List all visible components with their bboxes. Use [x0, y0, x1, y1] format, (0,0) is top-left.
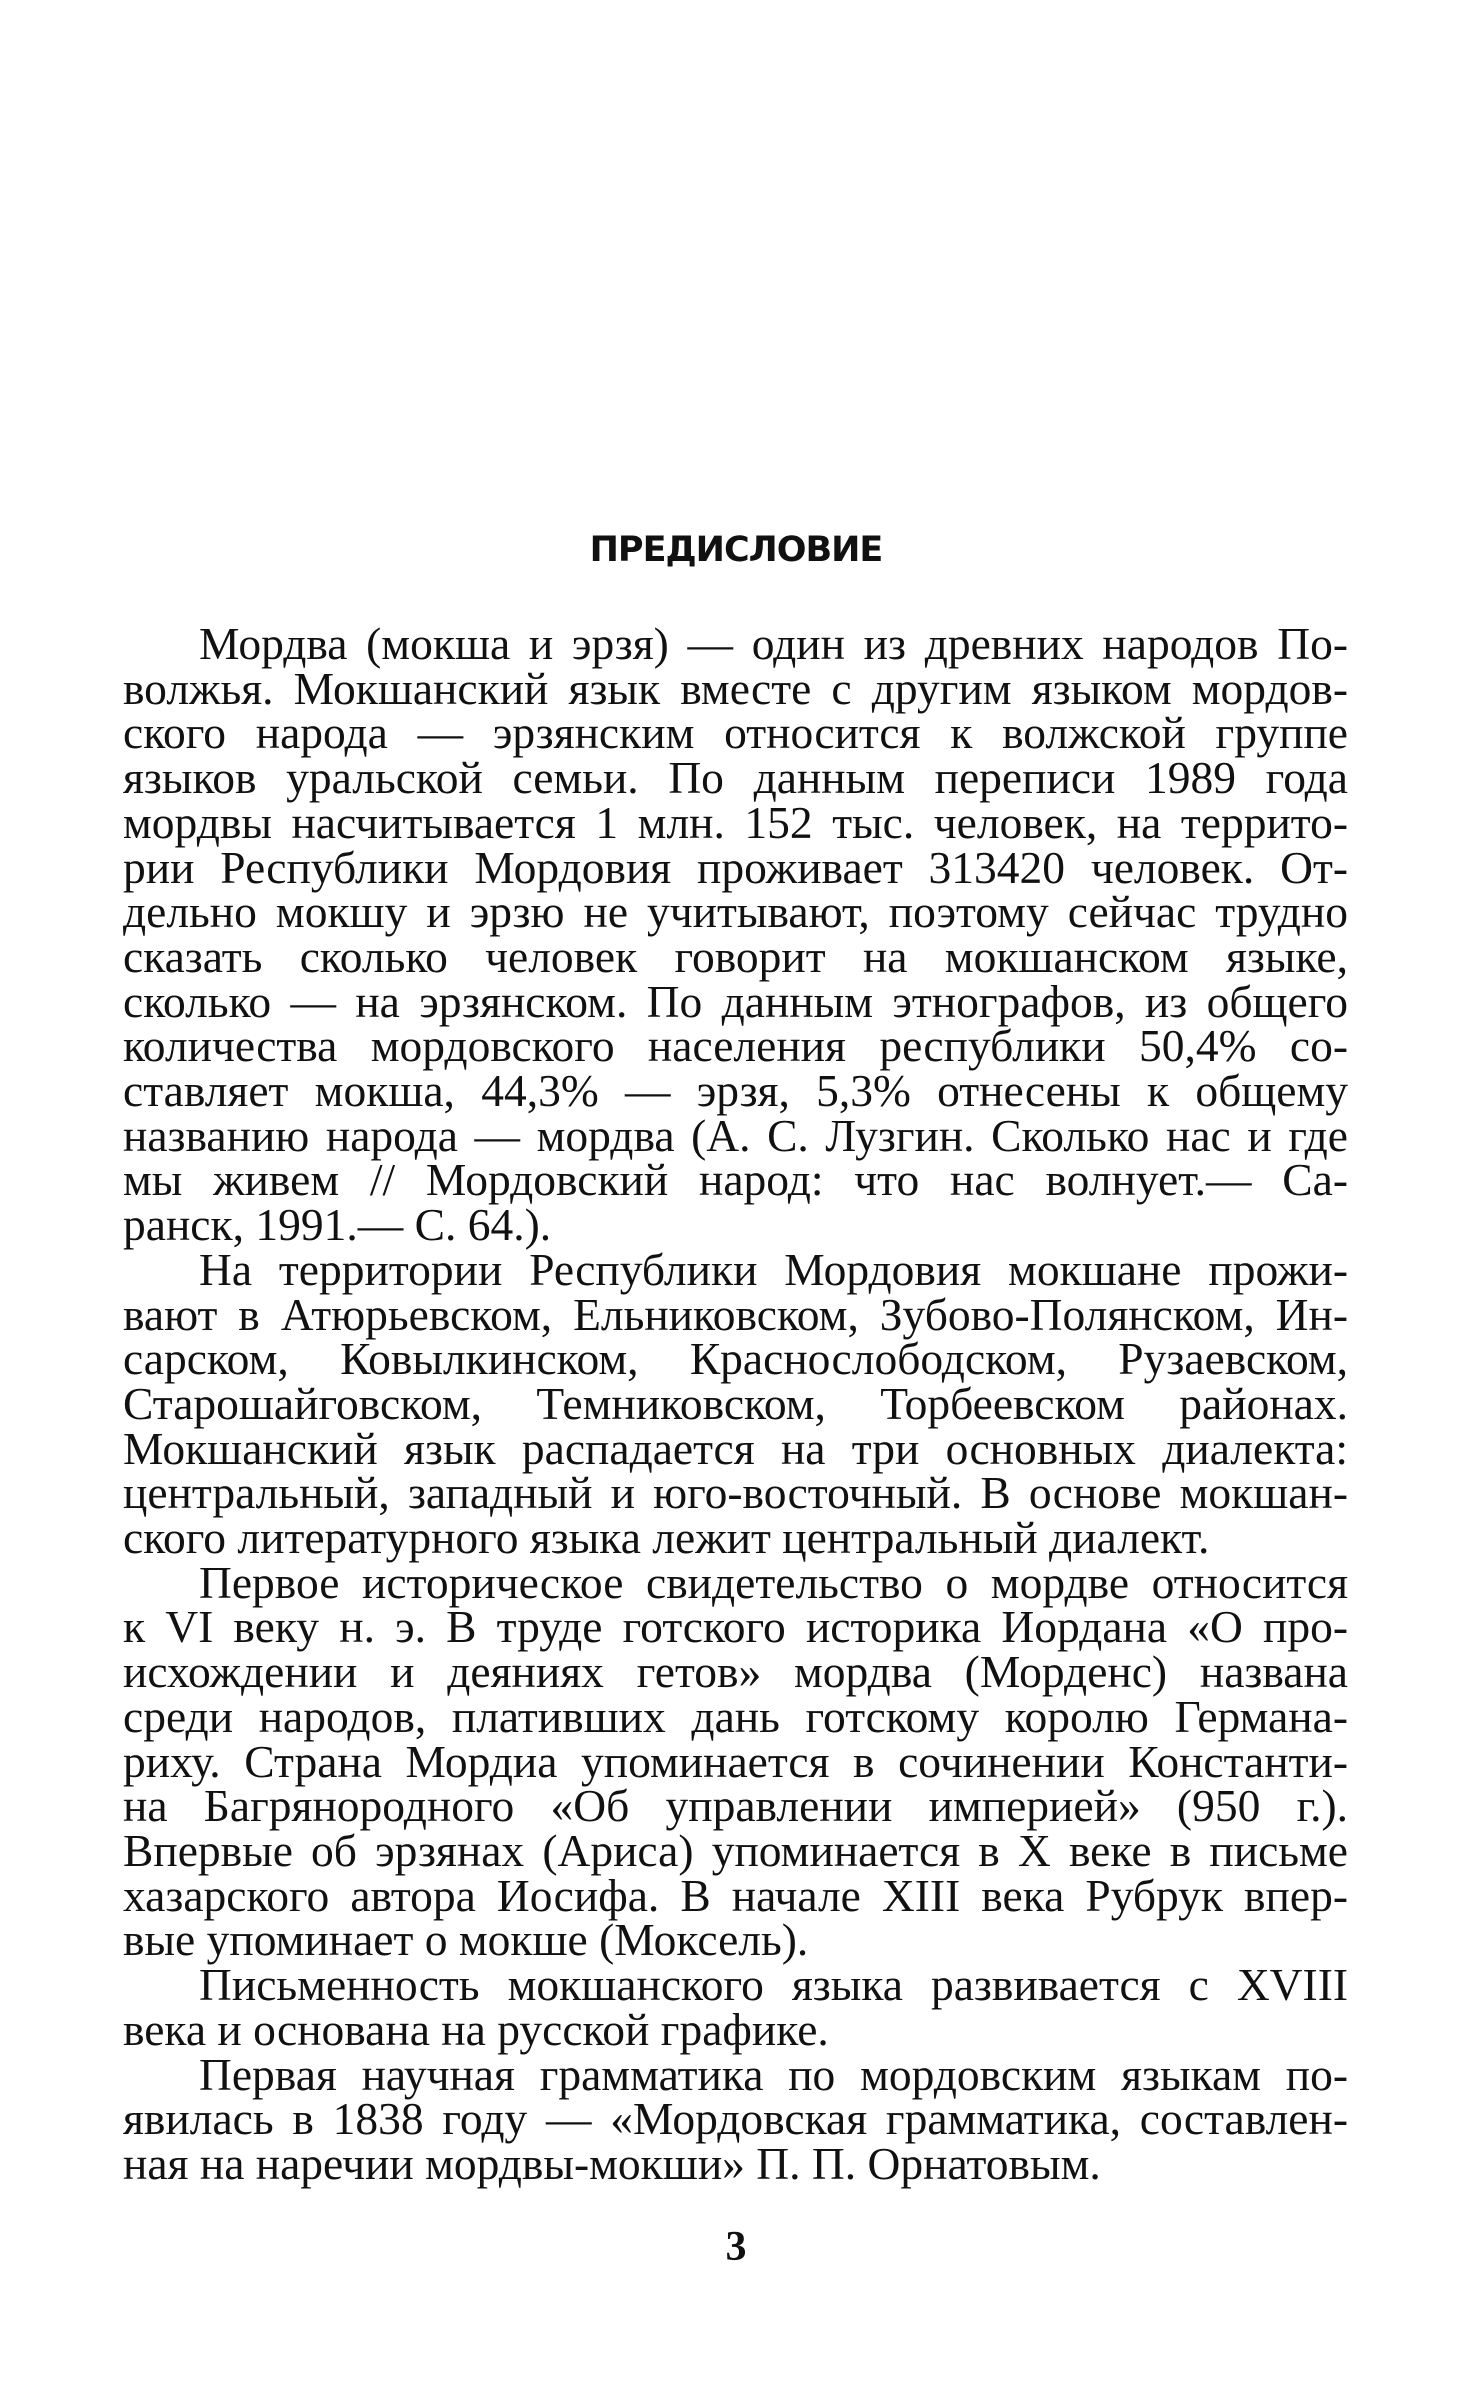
- text-line: хазарского автора Иосифа. В начале XIII века Рубрук впер-: [123, 1869, 1348, 1921]
- text-line: среди народов, плативших дань готскому королю Германа-: [123, 1690, 1348, 1742]
- paragraph-4: [123, 1959, 1348, 2055]
- text-line: На территории Республики Мордовия мокшане прожи-: [199, 1243, 1348, 1295]
- text-line: Старошайговском, Темниковском, Торбеевском районах.: [123, 1377, 1348, 1429]
- text-line: Мокшанский язык распадается на три основных диалекта:: [123, 1422, 1348, 1474]
- text-line: центральный, западный и юго-восточный. В основе мокшан-: [123, 1467, 1348, 1519]
- text-line: Первое историческое свидетельство о мордве относится: [199, 1556, 1348, 1608]
- text-line: волжья. Мокшанский язык вместе с другим языком мордов-: [123, 662, 1348, 714]
- text-line: языков уральской семьи. По данным переписи 1989 года: [123, 752, 1348, 804]
- text-line: мордвы насчитывается 1 млн. 152 тыс. человек, на террито-: [123, 796, 1348, 848]
- paragraph-5: [123, 2048, 1348, 2189]
- paragraph-3: [123, 1556, 1348, 1966]
- text-line: дельно мокшу и эрзю не учитывают, поэтому сейчас трудно: [123, 886, 1348, 938]
- text-line: Письменность мокшанского языка развивается с XVIII: [199, 1959, 1348, 2011]
- text-line: ского литературного языка лежит центральный диалект.: [123, 1512, 1210, 1564]
- text-line: риху. Страна Мордиа упоминается в сочинении Константи-: [123, 1735, 1348, 1787]
- text-line: ставляет мокша, 44,3% — эрзя, 5,3% отнесены к общему: [123, 1065, 1348, 1117]
- body-text: [123, 618, 1348, 2189]
- text-line: Мордва (мокша и эрзя) — один из древних народов По-: [199, 618, 1348, 669]
- text-line: ского народа — эрзянским относится к волжской группе: [123, 707, 1348, 759]
- text-line: века и основана на русской графике.: [123, 2003, 829, 2055]
- text-line: Впервые об эрзянах (Ариса) упоминается в X веке в письме: [123, 1824, 1348, 1876]
- text-line: сказать сколько человек говорит на мокшанском языке,: [123, 930, 1348, 982]
- paragraph-1: [123, 618, 1348, 1251]
- text-line: явилась в 1838 году — «Мордовская грамматика, составлен-: [123, 2093, 1348, 2145]
- text-line: к VI веку н. э. В труде готского историка Иордана «О про-: [123, 1601, 1348, 1653]
- text-line: вые упоминает о мокше (Моксель).: [123, 1914, 809, 1966]
- text-line: количества мордовского населения республики 50,4% со-: [123, 1020, 1348, 1072]
- text-line: ная на наречии мордвы-мокши» П. П. Орнатовым.: [123, 2137, 1101, 2189]
- text-line: ранск, 1991.— С. 64.).: [123, 1199, 552, 1251]
- text-line: на Багрянородного «Об управлении империей» (950 г.).: [123, 1780, 1348, 1832]
- paragraph-2: [123, 1243, 1348, 1564]
- text-line: сколько — на эрзянском. По данным этнографов, из общего: [123, 975, 1348, 1027]
- text-line: рии Республики Мордовия проживает 313420 человек. От-: [123, 841, 1348, 893]
- text-line: исхождении и деяниях гетов» мордва (Морденс) названа: [123, 1646, 1348, 1698]
- text-line: названию народа — мордва (А. С. Лузгин. Сколько нас и где: [123, 1109, 1348, 1161]
- page-title: ПРЕДИСЛОВИЕ: [589, 530, 883, 570]
- text-line: мы живем // Мордовский народ: что нас волнует.— Са-: [123, 1154, 1348, 1206]
- text-line: вают в Атюрьевском, Ельниковском, Зубово-Полянском, Ин-: [123, 1288, 1348, 1340]
- text-line: Первая научная грамматика по мордовским языкам по-: [199, 2048, 1348, 2100]
- text-line: сарском, Ковылкинском, Краснослободском, Рузаевском,: [123, 1333, 1348, 1385]
- page-number: 3: [725, 2224, 747, 2270]
